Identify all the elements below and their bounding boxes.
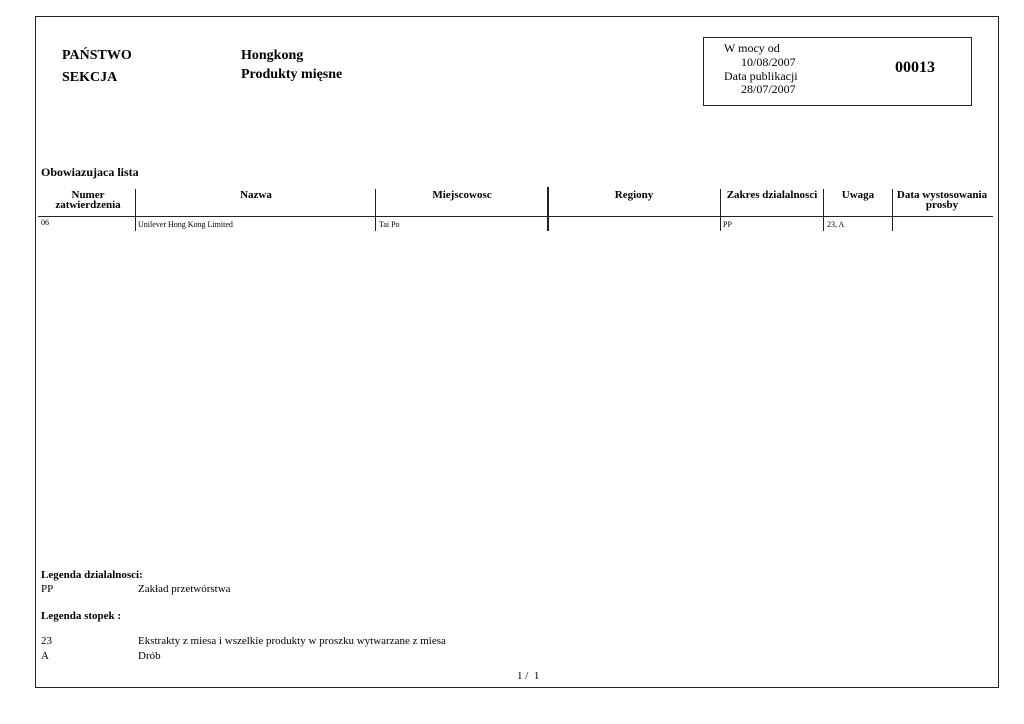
table-header-divider — [38, 216, 993, 217]
list-title: Obowiazujaca lista — [41, 165, 139, 179]
activity-legend-title: Legenda dzialalnosci: — [41, 569, 143, 581]
table-column-divider — [547, 187, 549, 231]
column-header-regions: Regiony — [614, 189, 654, 201]
table-column-divider — [720, 189, 721, 231]
column-header-approval-number: Numer zatwierdzenia — [55, 189, 121, 211]
footnote-legend-text: Drób — [138, 650, 161, 662]
table-column-divider — [135, 189, 136, 231]
publication-label: Data publikacji — [724, 69, 798, 83]
footnote-legend-title: Legenda stopek : — [41, 610, 122, 622]
activity-legend-code: PP — [41, 583, 54, 595]
cell-approval-number: 06 — [41, 218, 49, 227]
page-separator: / — [525, 670, 529, 682]
column-header-remarks: Uwaga — [841, 189, 875, 201]
effective-date: 10/08/2007 — [741, 55, 796, 69]
footnote-legend-code: 23 — [41, 635, 52, 647]
country-value: Hongkong — [241, 48, 304, 63]
effective-label: W mocy od — [724, 41, 780, 55]
cell-name: Unilever Hong Kong Limited — [138, 220, 233, 229]
column-header-name: Nazwa — [240, 189, 272, 201]
current-page: 1 — [517, 670, 523, 682]
page-indicator — [517, 670, 539, 682]
section-value: Produkty mięsne — [241, 67, 343, 82]
country-label: PAŃSTWO — [62, 48, 132, 63]
column-header-activity-scope: Zakres dzialalnosci — [726, 189, 818, 201]
section-label: SEKCJA — [62, 70, 118, 85]
cell-activity-scope: PP — [723, 220, 732, 229]
publication-date: 28/07/2007 — [741, 82, 796, 96]
column-header-request-date: Data wystosowania prosby — [896, 189, 988, 211]
activity-legend-text: Zakład przetwórstwa — [138, 583, 231, 595]
table-column-divider — [375, 189, 376, 231]
table-column-divider — [892, 189, 893, 231]
cell-remarks: 23, A — [827, 220, 845, 229]
footnote-legend-text: Ekstrakty z miesa i wszelkie produkty w proszku wytwarzane z miesa — [138, 635, 446, 647]
table-column-divider — [823, 189, 824, 231]
column-header-locality: Miejscowosc — [432, 189, 492, 201]
cell-locality: Tai Po — [379, 220, 400, 229]
document-number: 00013 — [895, 59, 935, 76]
total-pages: 1 — [533, 670, 540, 682]
footnote-legend-code: A — [41, 650, 49, 662]
